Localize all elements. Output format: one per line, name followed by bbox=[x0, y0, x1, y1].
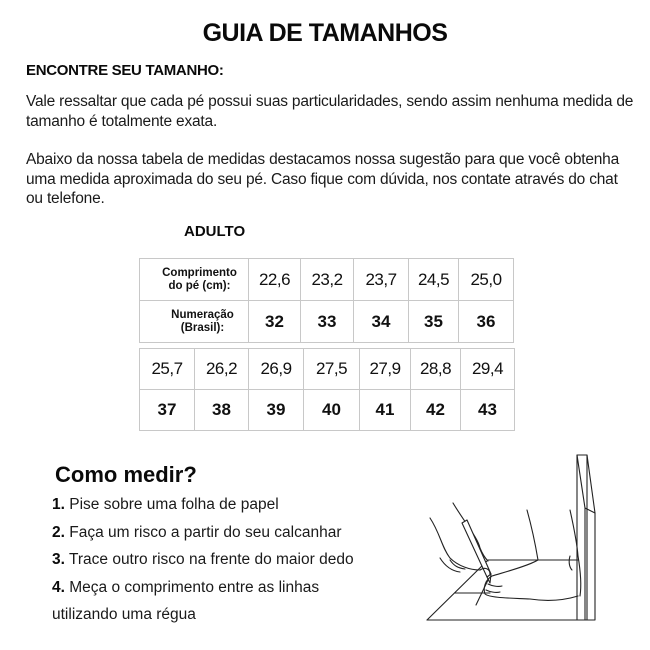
size-cell: 32 bbox=[249, 301, 301, 343]
table-row-size bbox=[140, 390, 515, 431]
foot-measuring-illustration bbox=[410, 448, 610, 633]
size-cell: 34 bbox=[354, 301, 409, 343]
size-table-part-1 bbox=[139, 258, 514, 343]
table-row-length bbox=[140, 259, 514, 301]
length-cell: 27,5 bbox=[304, 349, 360, 390]
length-cell: 23,2 bbox=[301, 259, 354, 301]
length-cell: 26,2 bbox=[195, 349, 249, 390]
step-text: Trace outro risco na frente do maior dedo bbox=[68, 551, 354, 568]
size-cell: 35 bbox=[409, 301, 459, 343]
step-item bbox=[52, 577, 354, 605]
step-number: 1. bbox=[52, 496, 65, 513]
row-label-line: do pé (cm): bbox=[168, 279, 231, 292]
row-label-length bbox=[140, 259, 249, 301]
step-text: Meça o comprimento entre as linhas bbox=[69, 578, 320, 596]
size-cell: 38 bbox=[195, 390, 249, 431]
size-cell: 39 bbox=[249, 390, 304, 431]
row-label-line: Numeração bbox=[171, 308, 234, 321]
row-label-line: Comprimento bbox=[162, 266, 237, 279]
length-cell: 27,9 bbox=[360, 349, 411, 390]
step-item bbox=[52, 494, 354, 522]
table-section-label: ADULTO bbox=[184, 223, 246, 240]
step-number: 3. bbox=[52, 551, 65, 568]
length-cell: 25,7 bbox=[140, 349, 195, 390]
size-cell: 43 bbox=[461, 390, 515, 431]
length-cell: 28,8 bbox=[411, 349, 461, 390]
length-cell: 23,7 bbox=[354, 259, 409, 301]
step-number: 2. bbox=[52, 523, 65, 541]
step-text: Pise sobre uma folha de papel bbox=[69, 496, 279, 513]
step-continuation: utilizando uma régua bbox=[52, 606, 196, 623]
length-cell: 24,5 bbox=[409, 259, 459, 301]
row-label-line: (Brasil): bbox=[180, 321, 225, 334]
measure-steps-list bbox=[52, 494, 354, 632]
size-cell: 36 bbox=[459, 301, 514, 343]
size-cell: 41 bbox=[360, 390, 411, 431]
size-cell: 40 bbox=[304, 390, 360, 431]
length-cell: 25,0 bbox=[459, 259, 514, 301]
how-to-measure-title: Como medir? bbox=[55, 462, 197, 487]
intro-paragraph-1: Vale ressaltar que cada pé possui suas particularidades, sendo assim nenhuma medida de tamanho é totalmente exata. bbox=[26, 93, 634, 130]
section-subtitle: ENCONTRE SEU TAMANHO: bbox=[26, 62, 224, 79]
size-cell: 33 bbox=[301, 301, 354, 343]
step-item bbox=[52, 522, 354, 550]
step-text: Faça um risco a partir do seu calcanhar bbox=[69, 523, 342, 541]
length-cell: 26,9 bbox=[249, 349, 304, 390]
table-row-size bbox=[140, 301, 514, 343]
size-table-part-2 bbox=[139, 348, 515, 431]
length-cell: 29,4 bbox=[461, 349, 515, 390]
row-label-size bbox=[140, 301, 249, 343]
intro-paragraph-2: Abaixo da nossa tabela de medidas destacamos nossa sugestão para que você obtenha uma medida aproximada do seu pé. Caso fique com dúvida, nos contate através do chat ou telefone. bbox=[26, 151, 620, 207]
step-number: 4. bbox=[52, 578, 65, 596]
length-cell: 22,6 bbox=[249, 259, 301, 301]
page-title: GUIA DE TAMANHOS bbox=[202, 19, 448, 47]
size-cell: 42 bbox=[411, 390, 461, 431]
step-item bbox=[52, 549, 354, 577]
table-row-length bbox=[140, 349, 515, 390]
size-cell: 37 bbox=[140, 390, 195, 431]
